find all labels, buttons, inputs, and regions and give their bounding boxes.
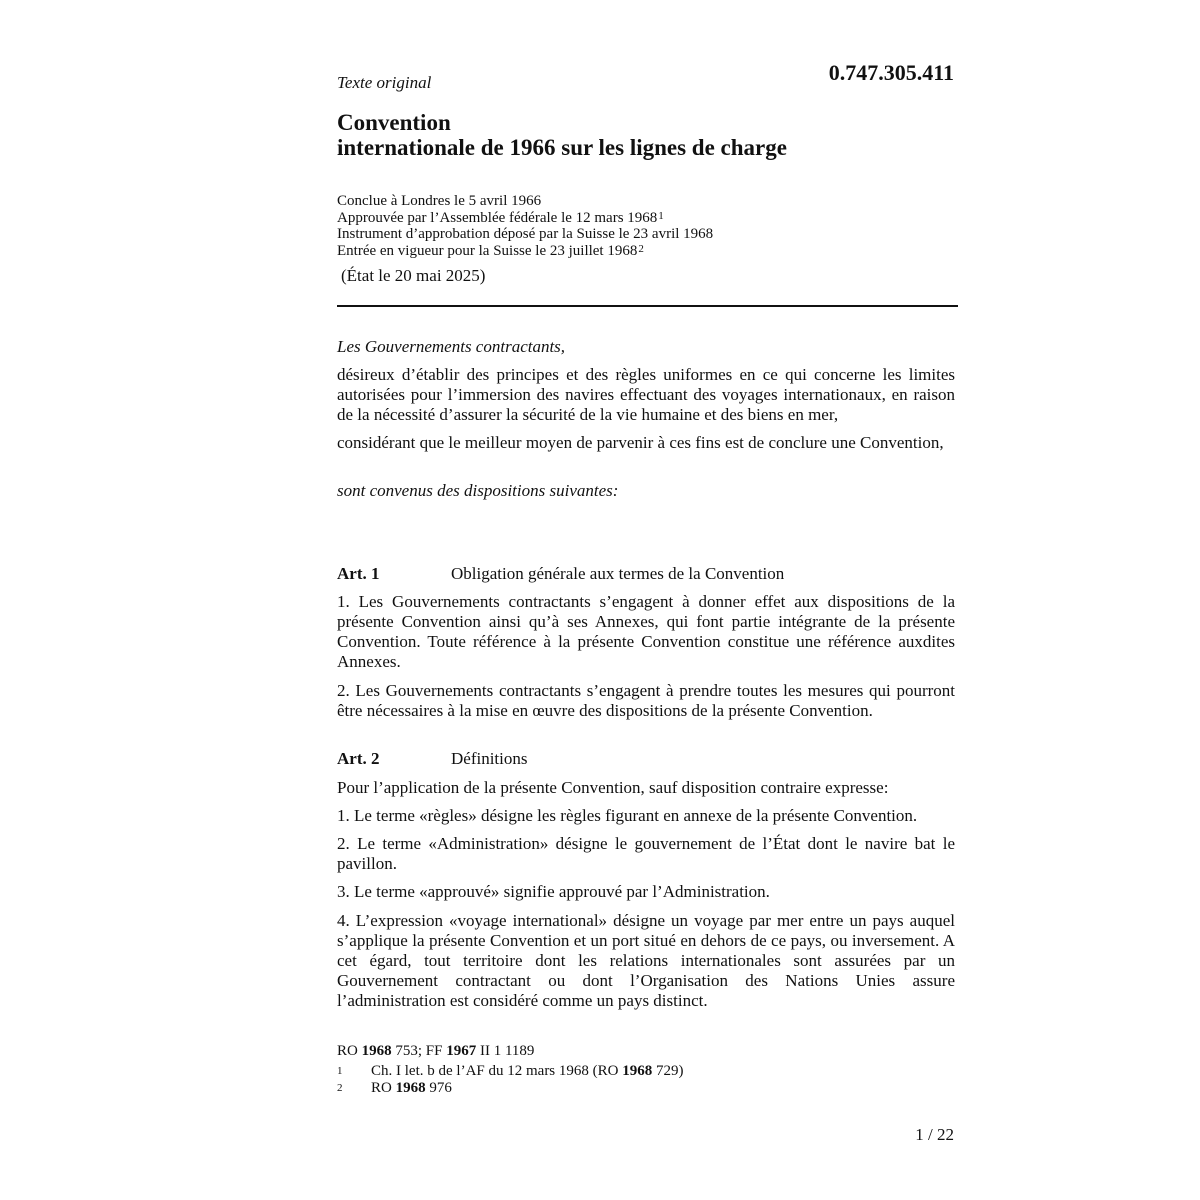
preamble-closing: sont convenus des dispositions suivantes: bbox=[337, 481, 619, 500]
footnote-1-number: 1 bbox=[337, 1065, 343, 1077]
page-number: 1 / 22 bbox=[915, 1125, 954, 1144]
meta-concluded: Conclue à Londres le 5 avril 1966 bbox=[337, 193, 542, 209]
article-2-paragraph-4: 4. L’expression «voyage international» désigne un voyage par mer entre un pays auquel s’applique la présente Convention et un port situé en dehors de ce pays, ou inversement. A cet égard, tout territoire dont les relations internationales sont assurées par un Gouvernement contractant ou dont l’Organisation des Nations Unies assure l’administration est considéré comme un pays distinct. bbox=[337, 911, 955, 1010]
document-metadata bbox=[337, 193, 713, 259]
meta-entry-in-force: Entrée en vigueur pour la Suisse le 23 juillet 1968$^2$ bbox=[337, 242, 644, 259]
preamble-paragraph-2: considérant que le meilleur moyen de parvenir à ces fins est de conclure une Convention, bbox=[337, 433, 944, 452]
article-2-paragraph-1: 1. Le terme «règles» désigne les règles figurant en annexe de la présente Convention. bbox=[337, 806, 918, 825]
sr-number: 0.747.305.411 bbox=[828, 60, 954, 85]
document-label: Texte original bbox=[337, 73, 432, 92]
title-line-2: internationale de 1966 sur les lignes de charge bbox=[337, 135, 787, 160]
status-date: (État le 20 mai 2025) bbox=[341, 266, 486, 285]
article-2-title: Définitions bbox=[451, 749, 528, 768]
footnote-2: 2 RO 1968 976 bbox=[337, 1080, 452, 1096]
meta-approved: Approuvée par l’Assemblée fédérale le 12 mars 1968$^1$ bbox=[337, 209, 664, 226]
article-2-number: Art. 2 bbox=[337, 749, 380, 768]
article-2-paragraph-3: 3. Le terme «approuvé» signifie approuvé par l’Administration. bbox=[337, 882, 770, 901]
article-2-paragraph-2: 2. Le terme «Administration» désigne le gouvernement de l’État dont le navire bat le pavillon. bbox=[337, 834, 955, 873]
title-line-1: Convention bbox=[337, 110, 451, 135]
article-1-heading bbox=[337, 564, 784, 584]
footnote-2-number: 2 bbox=[337, 1082, 343, 1094]
preamble-paragraph-1: désireux d’établir des principes et des règles uniformes en ce qui concerne les limites autorisées pour l’immersion des navires effectuant des voyages internationaux, en raison de la nécessité d’assurer la sécurité de la vie humaine et des biens en mer, bbox=[337, 365, 955, 424]
meta-instrument: Instrument d’approbation déposé par la Suisse le 23 avril 1968 bbox=[337, 226, 714, 242]
footnote-ref-1[interactable]: 1 bbox=[658, 209, 664, 222]
preamble-intro: Les Gouvernements contractants, bbox=[337, 337, 566, 356]
article-2-heading bbox=[337, 749, 528, 769]
document-title bbox=[337, 110, 787, 160]
footnote-1: 1 Ch. I let. b de l’AF du 12 mars 1968 (RO 1968 729) bbox=[337, 1063, 684, 1079]
article-1-paragraph-1: 1. Les Gouvernements contractants s’engagent à donner effet aux dispositions de la présente Convention ainsi qu’à ses Annexes, qui font partie intégrante de la présente Convention. Toute référence à la présente Convention constitue une référence auxdites Annexes. bbox=[337, 592, 955, 671]
article-1-number: Art. 1 bbox=[337, 564, 380, 583]
article-1-paragraph-2: 2. Les Gouvernements contractants s’engagent à prendre toutes les mesures qui pourront être nécessaires à la mise en œuvre des dispositions de la présente Convention. bbox=[337, 681, 955, 720]
footnote-ref-2[interactable]: 2 bbox=[638, 242, 644, 255]
footnote-source: RO 1968 753; FF 1967 II 1 1189 bbox=[337, 1043, 535, 1059]
article-1-title: Obligation générale aux termes de la Convention bbox=[451, 564, 785, 583]
article-2-intro: Pour l’application de la présente Convention, sauf disposition contraire expresse: bbox=[337, 778, 889, 797]
header-divider bbox=[337, 305, 958, 307]
